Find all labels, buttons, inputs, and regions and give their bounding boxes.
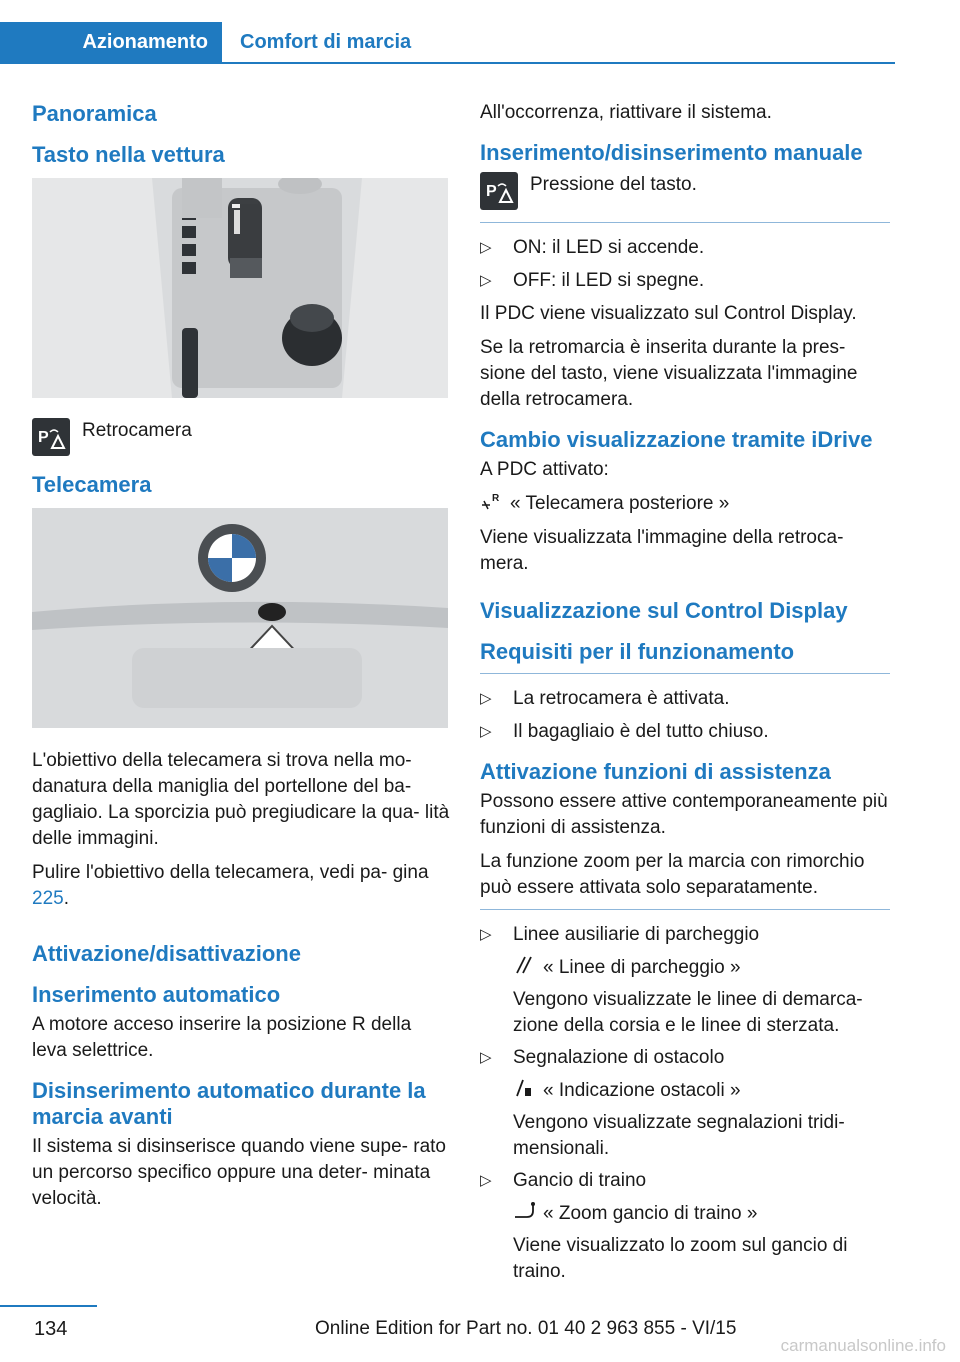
menu-telecamera-posteriore[interactable] xyxy=(480,491,890,517)
page-link-225[interactable]: 225 xyxy=(32,888,64,909)
linee-description: Vengono visualizzate le linee di demarca- zione della corsia e le linee di sterzata. xyxy=(513,989,863,1036)
telecamera-posteriore-label: « Telecamera posteriore » xyxy=(510,493,730,514)
gancio-menu-label: « Zoom gancio di traino » xyxy=(543,1203,758,1224)
pulire-text: Pulire l'obiettivo della telecamera, vedi pa- gina xyxy=(32,862,429,883)
left-column xyxy=(32,100,450,1220)
bullet-ostacolo xyxy=(480,1045,890,1071)
center-console-illustration xyxy=(32,178,448,398)
bullet-attivata xyxy=(480,686,890,712)
bullet-attivata-text: La retrocamera è attivata. xyxy=(513,688,730,709)
bullet-ostacolo-text: Segnalazione di ostacolo xyxy=(513,1047,725,1068)
footer-edition: Online Edition for Part no. 01 40 2 963 855 - VI/15 xyxy=(315,1318,737,1339)
bullet-triangle-icon: ▷ xyxy=(480,272,492,289)
paragraph-viene: Viene visualizzata l'immagine della retroca- mera. xyxy=(480,527,844,574)
tab-azionamento[interactable]: Azionamento xyxy=(0,22,222,62)
parking-lines-icon xyxy=(513,955,537,975)
menu-linee-parcheggio[interactable] xyxy=(480,955,890,981)
heading-panoramica: Panoramica xyxy=(32,101,157,126)
retrocamera-label: Retrocamera xyxy=(82,420,192,441)
bullet-off xyxy=(480,268,890,294)
paragraph-pulire xyxy=(32,860,450,912)
paragraph-occorrenza: All'occorrenza, riattivare il sistema. xyxy=(480,102,772,123)
photo-tailgate-camera xyxy=(32,508,448,728)
tab-comfort-di-marcia[interactable]: Comfort di marcia xyxy=(240,31,412,53)
menu-zoom-gancio[interactable] xyxy=(480,1201,890,1227)
retrocamera-key-row xyxy=(32,418,450,456)
rear-camera-icon xyxy=(480,491,504,511)
divider xyxy=(480,673,890,674)
photo-center-console xyxy=(32,178,448,398)
paragraph-obiettivo: L'obiettivo della telecamera si trova nella mo- danatura della maniglia del portellone del ba- gagliaio. La sporcizia può pregiudicare la qua- lità delle immagini. xyxy=(32,750,450,849)
linee-menu-label: « Linee di parcheggio » xyxy=(543,957,741,978)
heading-requisiti: Requisiti per il funzionamento xyxy=(480,639,795,664)
bullet-linee xyxy=(480,922,890,948)
heading-manuale: Inserimento/disinserimento manuale xyxy=(480,140,863,165)
heading-funzioni: Attivazione funzioni di assistenza xyxy=(480,759,831,784)
bullet-triangle-icon: ▷ xyxy=(480,1049,492,1066)
bullet-triangle-icon: ▷ xyxy=(480,1172,492,1189)
bullet-gancio-text: Gancio di traino xyxy=(513,1170,647,1191)
bullet-triangle-icon: ▷ xyxy=(480,239,492,256)
right-column xyxy=(480,100,890,1291)
bullet-linee-text: Linee ausiliarie di parcheggio xyxy=(513,924,760,945)
paragraph-zoom: La funzione zoom per la marcia con rimorchio può essere attivata solo separatamente. xyxy=(480,851,865,898)
ostacolo-description: Vengono visualizzate segnalazioni tridi- mensionali. xyxy=(513,1112,845,1159)
bullet-triangle-icon: ▷ xyxy=(480,690,492,707)
heading-cambio-idrive: Cambio visualizzazione tramite iDrive xyxy=(480,427,873,452)
heading-attivazione: Attivazione/disattivazione xyxy=(32,941,301,966)
pdc-button-icon xyxy=(480,172,518,210)
heading-disinserimento: Disinserimento automatico durante la marcia avanti xyxy=(32,1078,426,1129)
footer-rule xyxy=(0,1305,97,1307)
heading-inserimento-automatico: Inserimento automatico xyxy=(32,982,281,1007)
tailgate-illustration xyxy=(32,508,448,728)
pulire-end: . xyxy=(63,888,69,909)
svg-text:P: P xyxy=(38,429,49,446)
svg-text:P: P xyxy=(486,183,497,200)
heading-tasto: Tasto nella vettura xyxy=(32,142,225,167)
obstacle-icon xyxy=(513,1078,537,1098)
divider xyxy=(480,222,890,223)
retrocamera-button-icon xyxy=(32,418,70,456)
header-tabbar xyxy=(0,22,895,64)
paragraph-retromarcia: Se la retromarcia è inserita durante la pres- sione del tasto, viene visualizzata l'immagine della retrocamera. xyxy=(480,337,858,410)
paragraph-possono: Possono essere attive contemporaneamente più funzioni di assistenza. xyxy=(480,791,888,838)
bullet-on xyxy=(480,235,890,261)
heading-visualizzazione: Visualizzazione sul Control Display xyxy=(480,598,848,623)
paragraph-sistema: Il sistema si disinserisce quando viene supe- rato un percorso specifico oppure una deter- minata velocità. xyxy=(32,1136,446,1209)
bullet-gancio xyxy=(480,1168,890,1194)
bullet-off-text: OFF: il LED si spegne. xyxy=(513,270,705,291)
watermark: carmanualsonline.info xyxy=(780,1336,946,1355)
paragraph-pdc: Il PDC viene visualizzato sul Control Display. xyxy=(480,303,857,324)
bullet-chiuso xyxy=(480,719,890,745)
tow-hook-icon xyxy=(513,1201,537,1221)
divider xyxy=(480,909,890,910)
bullet-triangle-icon: ▷ xyxy=(480,723,492,740)
paragraph-motore: A motore acceso inserire la posizione R della leva selettrice. xyxy=(32,1014,412,1061)
menu-indicazione-ostacoli[interactable] xyxy=(480,1078,890,1104)
heading-telecamera: Telecamera xyxy=(32,472,152,497)
bullet-chiuso-text: Il bagagliaio è del tutto chiuso. xyxy=(513,721,769,742)
gancio-description: Viene visualizzato lo zoom sul gancio di traino. xyxy=(513,1235,848,1282)
pressione-row xyxy=(480,172,890,210)
pressione-label: Pressione del tasto. xyxy=(530,174,697,195)
bullet-on-text: ON: il LED si accende. xyxy=(513,237,705,258)
page-number: 134 xyxy=(34,1318,68,1340)
bullet-triangle-icon: ▷ xyxy=(480,926,492,943)
ostacolo-menu-label: « Indicazione ostacoli » xyxy=(543,1080,741,1101)
svg-text:R: R xyxy=(492,493,500,504)
paragraph-pdc-attivato: A PDC attivato: xyxy=(480,459,609,480)
